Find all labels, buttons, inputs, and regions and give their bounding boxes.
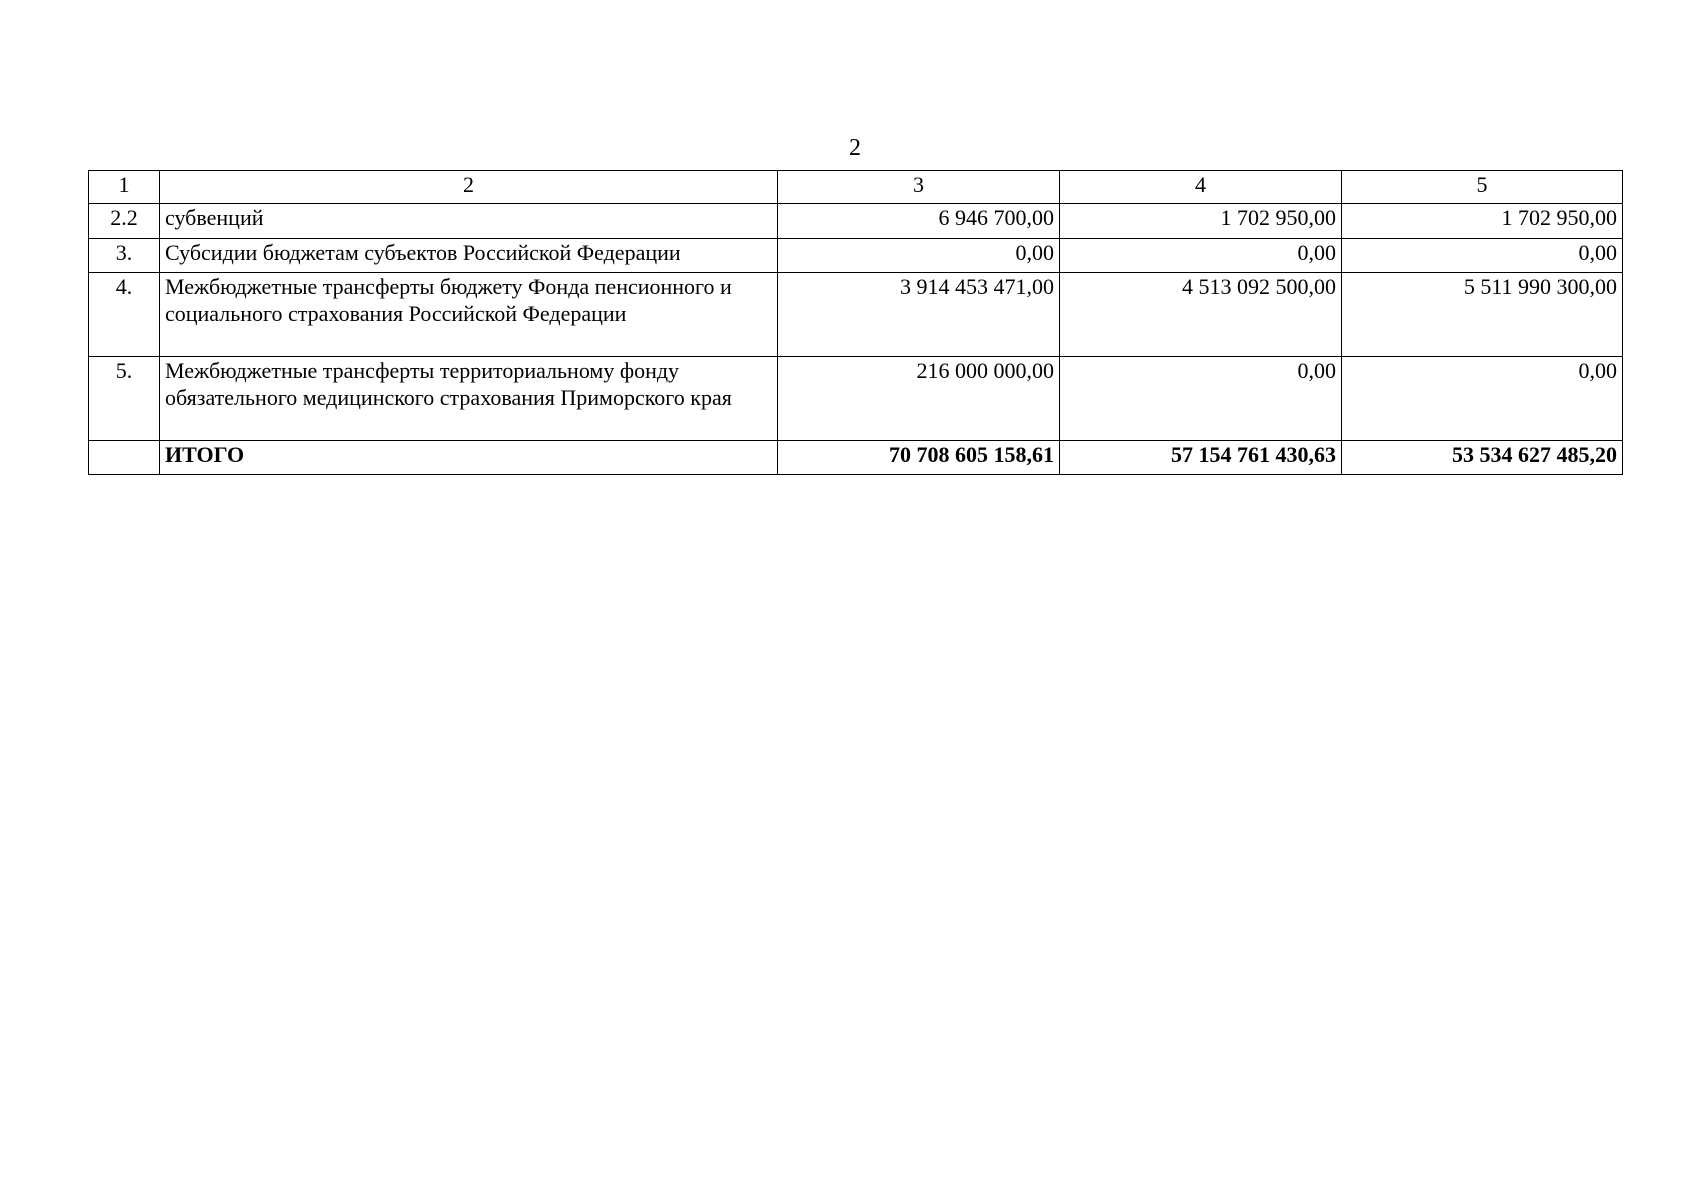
amount-col-5: 5 511 990 300,00 (1342, 273, 1623, 357)
amount-col-4: 1 702 950,00 (1060, 204, 1342, 239)
table-row (89, 357, 1623, 441)
row-name: субвенций (160, 204, 778, 239)
column-header: 4 (1060, 171, 1342, 204)
amount-col-5: 0,00 (1342, 239, 1623, 273)
total-col-4: 57 154 761 430,63 (1060, 441, 1342, 475)
table-row (89, 204, 1623, 239)
column-header: 1 (89, 171, 160, 204)
amount-col-3: 3 914 453 471,00 (778, 273, 1060, 357)
column-header: 3 (778, 171, 1060, 204)
row-number: 3. (89, 239, 160, 273)
amount-col-3: 0,00 (778, 239, 1060, 273)
row-name: Межбюджетные трансферты территориальному фонду обязательного медицинского страхования Приморского края (160, 357, 778, 441)
column-header: 2 (160, 171, 778, 204)
row-name: Межбюджетные трансферты бюджету Фонда пенсионного и социального страхования Российской Федерации (160, 273, 778, 357)
page-number: 2 (849, 135, 861, 161)
total-col-3: 70 708 605 158,61 (778, 441, 1060, 475)
table-row (89, 273, 1623, 357)
table-header-row (89, 171, 1623, 204)
amount-col-3: 6 946 700,00 (778, 204, 1060, 239)
table-row (89, 239, 1623, 273)
amount-col-5: 0,00 (1342, 357, 1623, 441)
row-number: 5. (89, 357, 160, 441)
row-number: 4. (89, 273, 160, 357)
row-name: Субсидии бюджетам субъектов Российской Федерации (160, 239, 778, 273)
total-row (89, 441, 1623, 475)
amount-col-4: 0,00 (1060, 357, 1342, 441)
total-label: ИТОГО (160, 441, 778, 475)
column-header: 5 (1342, 171, 1623, 204)
row-number: 2.2 (89, 204, 160, 239)
total-col-5: 53 534 627 485,20 (1342, 441, 1623, 475)
amount-col-4: 0,00 (1060, 239, 1342, 273)
amount-col-4: 4 513 092 500,00 (1060, 273, 1342, 357)
amount-col-3: 216 000 000,00 (778, 357, 1060, 441)
row-number (89, 441, 160, 475)
budget-table (88, 170, 1623, 475)
amount-col-5: 1 702 950,00 (1342, 204, 1623, 239)
